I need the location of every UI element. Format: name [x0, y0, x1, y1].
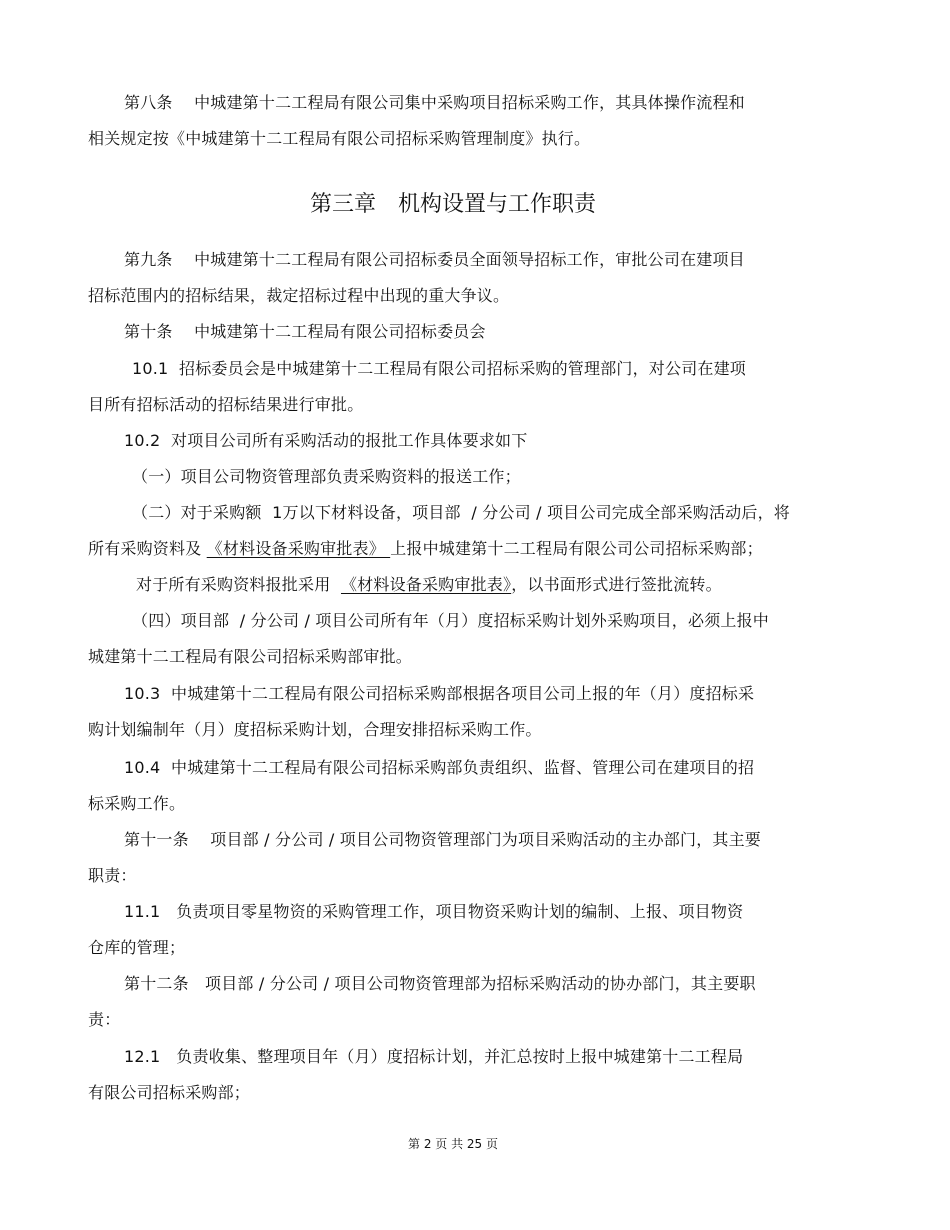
clause-10-2-item-4-line-1: （四）项目部 / 分公司 / 项目公司所有年（月）度招标采购计划外采购项目，必须上报中 [132, 611, 770, 630]
article-10-title: 第十条 中城建第十二工程局有限公司招标委员会 [124, 322, 486, 341]
article-12-line-1: 第十二条 项目部 / 分公司 / 项目公司物资管理部为招标采购活动的协办部门，其主要职 [124, 974, 756, 993]
clause-10-3-line-1: 10.3 中城建第十二工程局有限公司招标采购部根据各项目公司上报的年（月）度招标采 [124, 684, 755, 703]
article-12-line-2: 责： [88, 1010, 121, 1029]
clause-10-2-item-2-line-2 [88, 538, 763, 560]
clause-10-2-item-3 [136, 574, 722, 596]
article-9-line-1: 第九条 中城建第十二工程局有限公司招标委员全面领导招标工作，审批公司在建项目 [124, 250, 745, 269]
clause-10-1-line-1: 10.1 招标委员会是中城建第十二工程局有限公司招标采购的管理部门，对公司在建项 [132, 359, 746, 378]
clause-10-4-line-1: 10.4 中城建第十二工程局有限公司招标采购部负责组织、监督、管理公司在建项目的招 [124, 758, 755, 777]
clause-10-1-line-2: 目所有招标活动的招标结果进行审批。 [88, 395, 364, 414]
clause-10-2-item-2-line-1: （二）对于采购额 1万以下材料设备，项目部 / 分公司 / 项目公司完成全部采购活动后，将 [132, 503, 790, 522]
article-11-line-1: 第十一条 项目部 / 分公司 / 项目公司物资管理部门为项目采购活动的主办部门，其主要 [124, 830, 762, 849]
clause-11-1-line-2: 仓库的管理； [88, 938, 186, 957]
item-3-text-b: ，以书面形式进行签批流转。 [511, 575, 722, 594]
chapter-3-heading: 第三章 机构设置与工作职责 [309, 192, 596, 217]
clause-11-1-line-1: 11.1 负责项目零星物资的采购管理工作，项目物资采购计划的编制、上报、项目物资 [124, 902, 744, 921]
article-11-line-2: 职责： [88, 866, 137, 885]
clause-10-4-line-2: 标采购工作。 [88, 794, 186, 813]
clause-10-2-item-1: （一）项目公司物资管理部负责采购资料的报送工作； [132, 467, 521, 486]
approval-form-reference: 《材料设备采购审批表》 [340, 575, 512, 594]
article-8-line-2: 相关规定按《中城建第十二工程局有限公司招标采购管理制度》执行。 [88, 129, 591, 148]
approval-form-reference: 《材料设备采购审批表》 [206, 539, 391, 558]
clause-10-2-item-4-line-2: 城建第十二工程局有限公司招标采购部审批。 [88, 647, 413, 666]
clause-12-1-line-1: 12.1 负责收集、整理项目年（月）度招标计划，并汇总按时上报中城建第十二工程局 [124, 1047, 744, 1066]
article-9-line-2: 招标范围内的招标结果，裁定招标过程中出现的重大争议。 [88, 286, 510, 305]
clause-12-1-line-2: 有限公司招标采购部； [88, 1083, 251, 1102]
article-8-line-1: 第八条 中城建第十二工程局有限公司集中采购项目招标采购工作，其具体操作流程和 [124, 93, 745, 112]
item-3-text-a: 对于所有采购资料报批采用 [136, 575, 341, 594]
item-2-text-a: 所有采购资料及 [88, 539, 207, 558]
clause-10-2-title: 10.2 对项目公司所有采购活动的报批工作具体要求如下 [124, 431, 528, 450]
clause-10-3-line-2: 购计划编制年（月）度招标采购计划，合理安排招标采购工作。 [88, 720, 542, 739]
page-number-footer: 第 2 页 共 25 页 [408, 1137, 498, 1151]
item-2-text-b: 上报中城建第十二工程局有限公司公司招标采购部； [390, 539, 763, 558]
